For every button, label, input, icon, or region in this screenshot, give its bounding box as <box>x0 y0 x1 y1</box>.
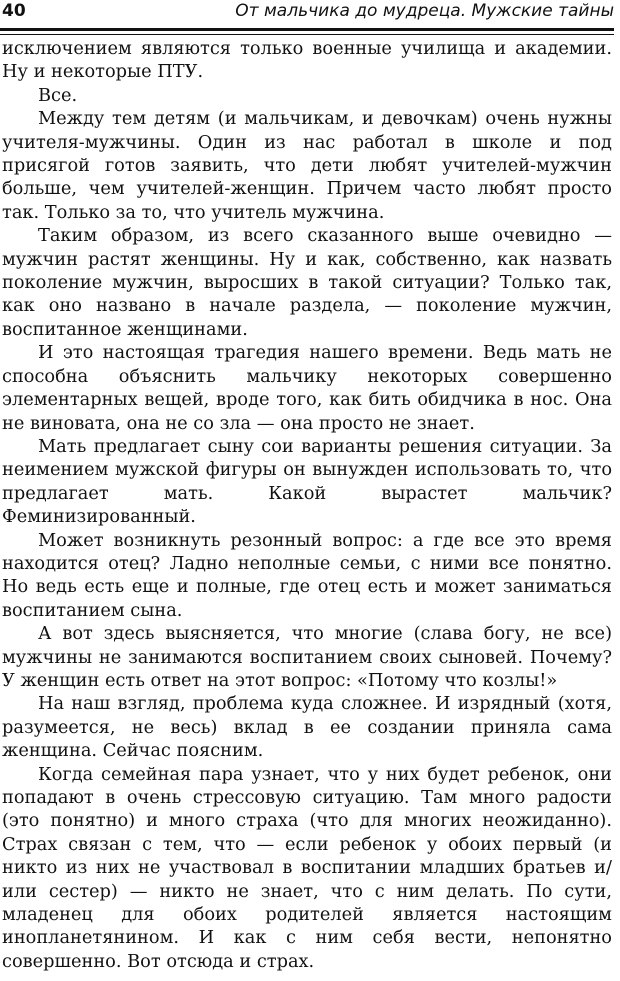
header-rule-thin <box>0 34 614 35</box>
page-number: 40 <box>2 1 26 21</box>
body-text <box>2 38 612 974</box>
paragraph: И это настоящая трагедия нашего времени. Ведь мать не способна объяснить мальчику некоторых совершенно элементарных вещей, вроде того, как бить обидчика в нос. Она не виновата, она не со зла — она просто не знает. <box>2 343 612 434</box>
paragraph: Когда семейная пара узнает, что у них будет ребенок, они попадают в очень стрессовую ситуацию. Там много радости (это понятно) и много страха (что для многих неожиданно). Страх связан с тем, что — если ребенок у обоих первый (и никто из них не участвовал в воспитании младших братьев и/или сестер) — никто не знает, что с ним делать. По сути, младенец для обоих родителей является настоящим инопланетянином. И как с ним себя вести, непонятно совершенно. Вот отсюда и страх. <box>2 764 612 972</box>
running-title: От мальчика до мудреца. Мужские тайны <box>235 1 614 21</box>
header-rule <box>0 28 614 31</box>
paragraph: Мать предлагает сыну сои варианты решения ситуации. За неимением мужской фигуры он вынужден использовать то, что предлагает мать. Какой вырастет мальчик? Феминизированный. <box>2 436 612 528</box>
paragraph: На наш взгляд, проблема куда сложнее. И изрядный (хотя, разумеется, не весь) вклад в ее создании приняла сама женщина. Сейчас поясним. <box>2 694 612 762</box>
paragraph: Таким образом, из всего сказанного выше очевидно — мужчин растят женщины. Ну и как, собственно, как назвать поколение мужчин, выросших в такой ситуации? Только так, как оно названо в начале раздела, — поколение мужчин, воспитанное женщинами. <box>2 226 612 340</box>
paragraph-continued: исключением являются только военные училища и академии. Ну и некоторые ПТУ. <box>2 39 612 83</box>
paragraph: Между тем детям (и мальчикам, и девочкам) очень нужны учителя-мужчины. Один из нас работал в школе и под присягой готов заявить, что дети любят учителей-мужчин больше, чем учителей-женщин. Причем часто любят просто так. Только за то, что учитель мужчина. <box>2 109 612 223</box>
page-header <box>2 0 614 27</box>
paragraph: Может возникнуть резонный вопрос: а где все это время находится отец? Ладно неполные семьи, с ними все понятно. Но ведь есть еще и полные, где отец есть и может заниматься воспитанием сына. <box>2 530 612 621</box>
paragraph: Все. <box>38 85 78 106</box>
paragraph: А вот здесь выясняется, что многие (слава богу, не все) мужчины не занимаются воспитанием своих сыновей. Почему? У женщин есть ответ на этот вопрос: «Потому что козлы!» <box>2 624 612 691</box>
